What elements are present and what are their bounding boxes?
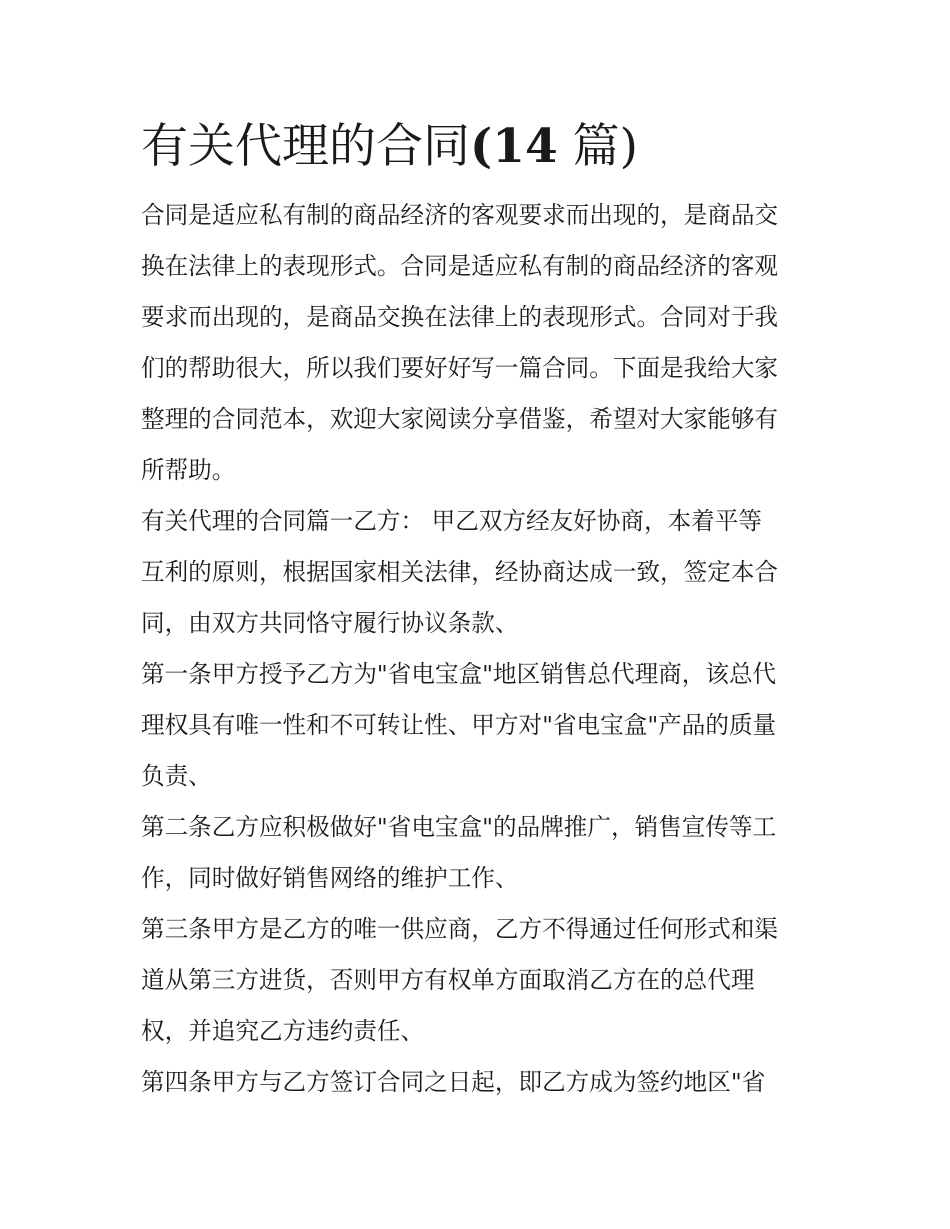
text-line: 第三条甲方是乙方的唯一供应商，乙方不得通过任何形式和渠 [141,915,779,943]
text-line: 换在法律上的表现形式。合同是适应私有制的商品经济的客观 [141,252,779,280]
text-line: 同，由双方共同恪守履行协议条款、 [141,609,519,637]
title-suffix: 篇) [557,119,638,174]
text-line: 道从第三方进货，否则甲方有权单方面取消乙方在的总代理 [141,966,755,994]
text-line: 所帮助。 [141,456,236,484]
document-page [141,112,821,1108]
paragraph [141,190,821,496]
paragraph [141,904,821,1057]
title-text: 有关代理的合同 [141,119,470,174]
text-line: 们的帮助很大，所以我们要好好写一篇合同。下面是我给大家 [141,354,779,382]
text-line: 第一条甲方授予乙方为"省电宝盒"地区销售总代理商，该总代 [141,660,777,688]
paragraph [141,496,821,649]
document-body [141,190,821,1108]
title-count: (14 [470,119,558,174]
text-line: 合同是适应私有制的商品经济的客观要求而出现的，是商品交 [141,201,779,229]
text-line: 互利的原则，根据国家相关法律，经协商达成一致，签定本合 [141,558,779,586]
paragraph [141,1057,821,1108]
text-line: 整理的合同范本，欢迎大家阅读分享借鉴，希望对大家能够有 [141,405,779,433]
text-line: 有关代理的合同篇一乙方： 甲乙双方经友好协商，本着平等 [141,507,762,535]
text-line: 作，同时做好销售网络的维护工作、 [141,864,519,892]
text-line: 要求而出现的，是商品交换在法律上的表现形式。合同对于我 [141,303,779,331]
text-line: 第二条乙方应积极做好"省电宝盒"的品牌推广，销售宣传等工 [141,813,777,841]
document-title [141,112,821,182]
text-line: 第四条甲方与乙方签订合同之日起，即乙方成为签约地区"省 [141,1068,766,1096]
text-line: 权，并追究乙方违约责任、 [141,1017,425,1045]
paragraph [141,802,821,904]
paragraph [141,649,821,802]
text-line: 理权具有唯一性和不可转让性、甲方对"省电宝盒"产品的质量 [141,711,777,739]
text-line: 负责、 [141,762,212,790]
